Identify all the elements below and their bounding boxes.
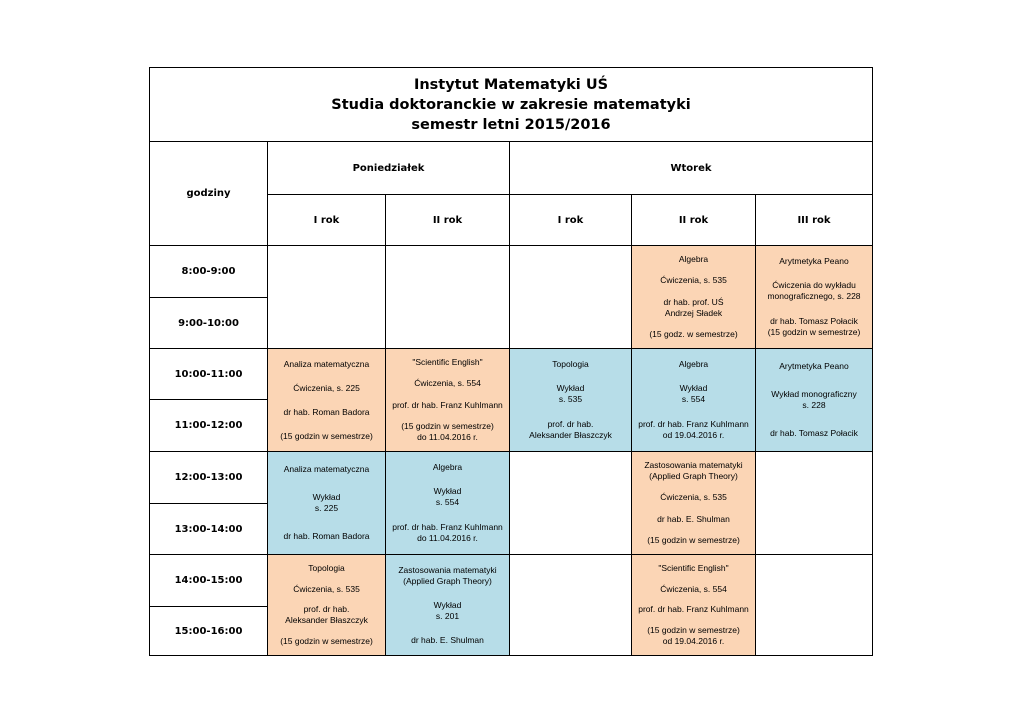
hours-header: godziny bbox=[186, 188, 231, 199]
tuesday-header: Wtorek bbox=[670, 162, 712, 174]
class-scientific-english-tue: "Scientific English" Ćwiczenia, s. 554 prof. dr hab. Franz Kuhlmann (15 godzin w semestrze) od 19.04.2016 r. bbox=[632, 555, 756, 655]
time-slot: 14:00-15:00 bbox=[174, 575, 243, 586]
class-algebra-lecture-mon: Algebra Wykład s. 554 prof. dr hab. Franz Kuhlmann do 11.04.2016 r. bbox=[386, 452, 510, 555]
title-institute: Instytut Matematyki UŚ bbox=[413, 76, 609, 93]
time-slot: 11:00-12:00 bbox=[174, 420, 243, 431]
tuesday-year3-header: III rok bbox=[797, 214, 831, 226]
class-scientific-english: "Scientific English" Ćwiczenia, s. 554 prof. dr hab. Franz Kuhlmann (15 godzin w semestrze) do 11.04.2016 r. bbox=[386, 349, 510, 452]
monday-year1-header: I rok bbox=[313, 214, 340, 226]
monday-header: Poniedziałek bbox=[352, 162, 425, 174]
tuesday-year2-header: II rok bbox=[678, 214, 709, 226]
class-analysis-exercises: Analiza matematyczna Ćwiczenia, s. 225 dr hab. Roman Badora (15 godzin w semestrze) bbox=[268, 349, 386, 452]
class-peano-exercises: Arytmetyka Peano Ćwiczenia do wykładu monograficznego, s. 228 dr hab. Tomasz Połacik (15 godzin w semestrze) bbox=[756, 246, 872, 349]
class-peano-lecture: Arytmetyka Peano Wykład monograficzny s. 228 dr hab. Tomasz Połacik bbox=[756, 349, 872, 452]
schedule-title bbox=[150, 68, 872, 142]
schedule-table bbox=[149, 67, 873, 656]
time-slot: 13:00-14:00 bbox=[174, 523, 243, 535]
class-graph-theory-lecture: Zastosowania matematyki (Applied Graph Theory) Wykład s. 201 dr hab. E. Shulman bbox=[386, 555, 510, 655]
tuesday-year1-header: I rok bbox=[557, 214, 584, 226]
class-analysis-lecture: Analiza matematyczna Wykład s. 225 dr hab. Roman Badora bbox=[268, 452, 386, 555]
title-semester: semestr letni 2015/2016 bbox=[411, 116, 611, 133]
time-slot: 8:00-9:00 bbox=[181, 266, 236, 277]
time-slot: 15:00-16:00 bbox=[174, 625, 243, 637]
title-program: Studia doktoranckie w zakresie matematyki bbox=[331, 96, 691, 113]
time-slot: 12:00-13:00 bbox=[174, 472, 243, 483]
monday-year2-header: II rok bbox=[432, 214, 463, 226]
class-algebra-lecture: Algebra Wykład s. 554 prof. dr hab. Franz Kuhlmann od 19.04.2016 r. bbox=[632, 349, 756, 452]
class-topology-lecture: Topologia Wykład s. 535 prof. dr hab. Aleksander Błaszczyk bbox=[510, 349, 632, 452]
class-algebra-exercises: Algebra Ćwiczenia, s. 535 dr hab. prof. UŚ Andrzej Sładek (15 godz. w semestrze) bbox=[632, 246, 756, 349]
class-topology-exercises: Topologia Ćwiczenia, s. 535 prof. dr hab. Aleksander Błaszczyk (15 godzin w semestrze) bbox=[268, 555, 386, 655]
class-graph-theory-exercises: Zastosowania matematyki (Applied Graph Theory) Ćwiczenia, s. 535 dr hab. E. Shulman (15 godzin w semestrze) bbox=[632, 452, 756, 555]
time-slot: 9:00-10:00 bbox=[178, 317, 239, 329]
time-slot: 10:00-11:00 bbox=[174, 368, 243, 380]
